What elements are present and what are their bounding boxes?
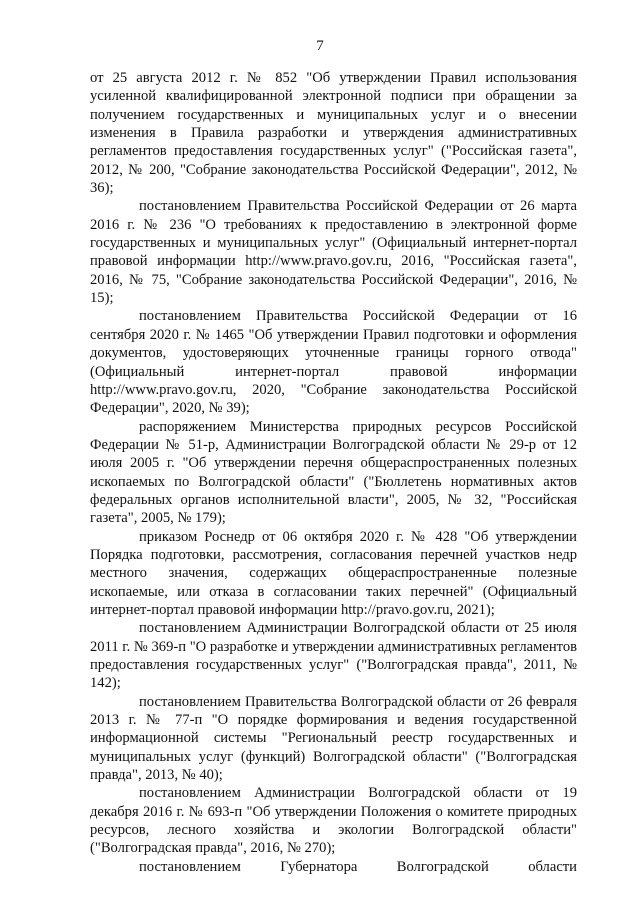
paragraph-decree-236: постановлением Правительства Российской Федерации от 26 марта 2016 г. № 236 "О требованиях к предоставлению в электронной форме государственных и муниципальных услуг" (Официальный интернет-портал правовой информации http://www.pravo.gov.ru, 2016, "Российская газета", 2016, № 75, "Собрание законодательства Российской Федерации", 2016, № 15); [90,198,577,307]
paragraph-decree-1465: постановлением Правительства Российской Федерации от 16 сентября 2020 г. № 1465 "Об утверждении Правил подготовки и оформления документов, удостоверяющих уточненные границы горного отвода" (Официальный интернет-портал правовой информации http://www.pravo.gov.ru, 2020, "Собрание законодательства Российской Федерации", 2020, № 39); [90,308,577,417]
document-body [90,69,577,876]
paragraph-decree-77-p: постановлением Правительства Волгоградской области от 26 февраля 2013 г. № 77-п "О порядке формирования и ведения государственной информационной системы "Региональный реестр государственных и муниципальных услуг (функций) Волгоградской области" ("Волгоградская правда", 2013, № 40); [90,693,577,784]
paragraph-rosnedra-order-428: приказом Роснедр от 06 октября 2020 г. № 428 "Об утверждении Порядка подготовки, рассмотрения, согласования перечней участков недр местного значения, содержащих общераспространенные полезные ископаемые, или отказа в согласовании таких перечней" (Официальный интернет-портал правовой информации http://pravo.gov.ru, 2021); [90,528,577,618]
paragraph-decree-693-p: постановлением Администрации Волгоградской области от 19 декабря 2016 г. № 693-п "Об утверждении Положения о комитете природных ресурсов, лесного хозяйства и экологии Волгоградской области" ("Волгоградская правда", 2016, № 270); [90,785,577,857]
page-number: 7 [316,38,324,54]
paragraph-governor-decree: постановлением Губернатора Волгоградской области [139,858,577,875]
paragraph-order-51-r: распоряжением Министерства природных ресурсов Российской Федерации № 51-р, Администрации Волгоградской области № 29-р от 12 июля 2005 г. "Об утверждении перечня общераспространенных полезных ископаемых по Волгоградской области" ("Бюллетень нормативных актов федеральных органов исполнительной власти", 2005, № 32, "Российская газета", 2005, № 179); [90,418,577,527]
paragraph-decree-369-p: постановлением Администрации Волгоградской области от 25 июля 2011 г. № 369-п "О разработке и утверждении административных регламентов предоставления государственных услуг" ("Волгоградская правда", 2011, № 142); [90,620,578,692]
paragraph-decree-852: от 25 августа 2012 г. № 852 "Об утверждении Правил использования усиленной квалифицированной электронной подписи при обращении за получением государственных и муниципальных услуг и о внесении изменения в Правила разработки и утверждения административных регламентов предоставления государственных услуг" ("Российская газета", 2012, № 200, "Собрание законодательства Российской Федерации", 2012, № 36); [90,70,577,197]
